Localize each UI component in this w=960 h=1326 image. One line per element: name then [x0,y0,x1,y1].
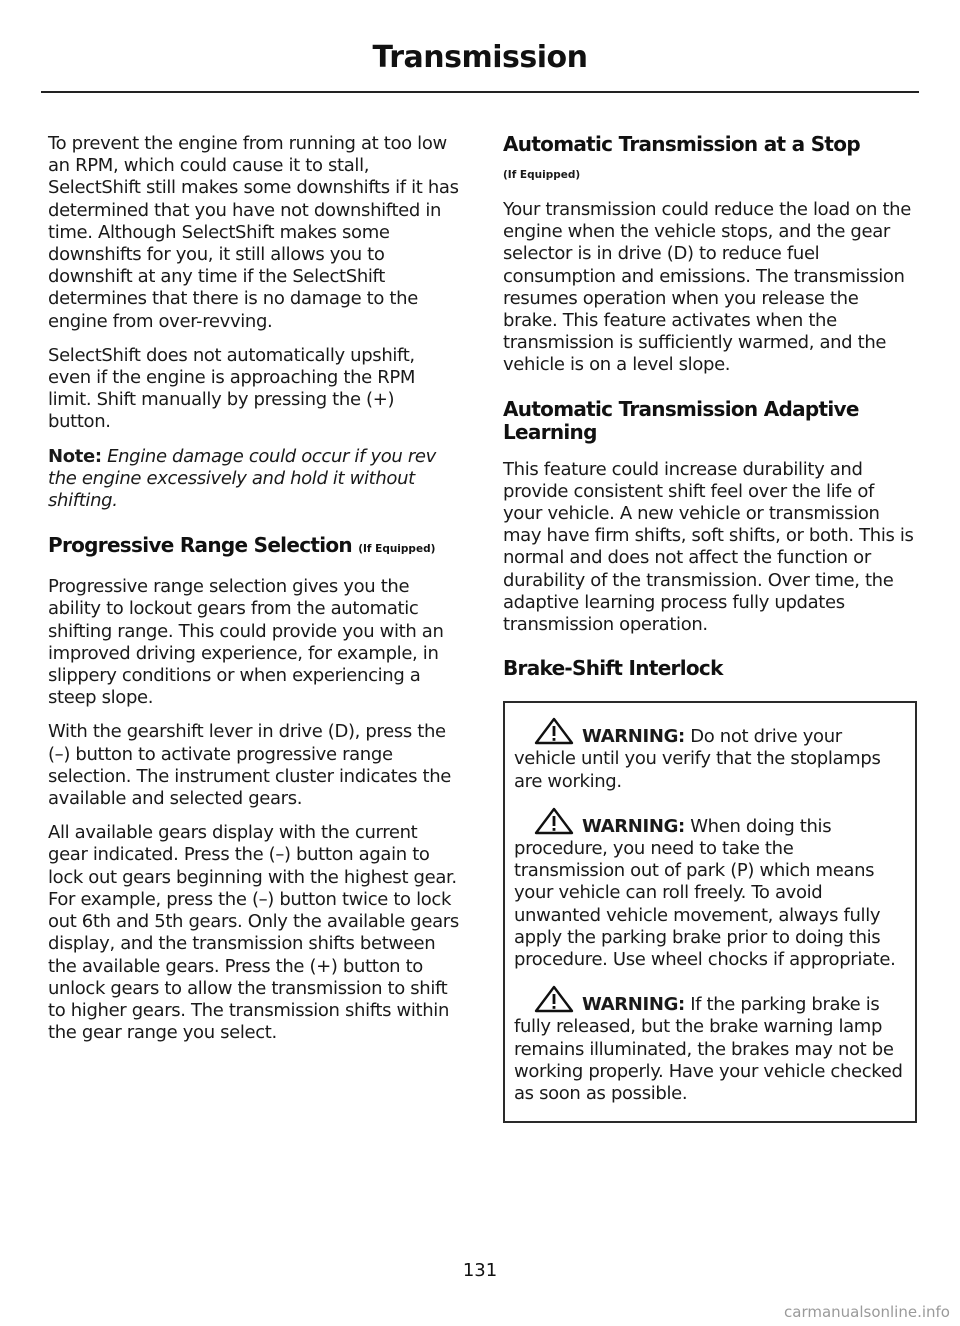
warning-text: Do not drive your vehicle until you verify that the stoplamps are working. [514,726,881,792]
warning-triangle-icon [534,985,574,1013]
page-number: 131 [462,1260,498,1281]
paragraph-adaptive-learning: This feature could increase durability and provide consistent shift feel over the life of your vehicle. A new vehicle or transmission may have firm shifts, soft shifts, or both. This is normal and does not affect the function or durability of the transmission. Over time, the adaptive learning process fully updates transmission operation. [503,458,914,636]
left-column [48,133,462,1056]
warning-stoplamps [514,717,907,793]
note [48,446,462,513]
note-label: Note: [48,445,102,467]
warning-label: WARNING: [582,815,685,837]
warning-text: When doing this procedure, you need to take the transmission out of park (P) which means your vehicle can roll freely. To avoid unwanted vehicle movement, always fully apply the parking brake prior to doing this procedure. Use wheel chocks if appropriate. [514,815,896,971]
warning-park-roll [514,807,907,971]
warning-label: WARNING: [582,726,685,748]
warning-text: If the parking brake is fully released, but the brake warning lamp remains illuminated, the brakes may not be working properly. Have your vehicle checked as soon as possible. [514,994,903,1105]
watermark: carmanualsonline.info [784,1303,950,1321]
page-title: Transmission [372,40,588,75]
heading-adaptive-learning: Automatic Transmission Adaptive Learning [503,396,859,444]
note-text: Engine damage could occur if you rev the engine excessively and hold it without shifting. [48,445,436,512]
header-divider [41,91,919,93]
warning-box [503,701,917,1123]
if-equipped-tag: (If Equipped) [358,543,436,556]
heading-transmission-at-stop: Automatic Transmission at a Stop [503,132,860,156]
paragraph-downshift: To prevent the engine from running at too low an RPM, which could cause it to stall, SelectShift still makes some downshifts if it has determined that you have not downshifted in time. Although SelectShift makes some downshifts for you, it still allows you to downshift at any time if the SelectShift determines that there is no damage to the engine from over-revving. [48,133,459,332]
paragraph-progressive-gears: All available gears display with the current gear indicated. Press the (–) button again to lock out gears beginning with the highest gear. For example, press the (–) button twice to lock out 6th and 5th gears. Only the available gears display, and the transmission shifts between the available gears. Press the (+) button to unlock gears to allow the transmission to shift to higher gears. The transmission shifts within the gear range you select. [48,822,459,1044]
paragraph-progressive-intro: Progressive range selection gives you the ability to lockout gears from the automatic shifting range. This could provide you with an improved driving experience, for example, in slippery conditions or when experiencing a steep slope. [48,576,444,709]
if-equipped-tag: (If Equipped) [503,169,581,181]
heading-progressive-range [48,534,462,561]
paragraph-upshift: SelectShift does not automatically upshift, even if the engine is approaching the RPM limit. Shift manually by pressing the (+) button. [48,344,416,433]
paragraph-progressive-activate: With the gearshift lever in drive (D), press the (–) button to activate progressive range selection. The instrument cluster indicates the available and selected gears. [48,721,452,810]
warning-triangle-icon [534,717,574,745]
heading-progressive-text: Progressive Range Selection [48,533,352,558]
warning-label: WARNING: [582,994,685,1016]
warning-parking-brake [514,985,907,1105]
right-column [503,133,917,1123]
warning-triangle-icon [534,807,574,835]
heading-brake-shift-interlock: Brake-Shift Interlock [503,656,723,681]
paragraph-at-stop: Your transmission could reduce the load on the engine when the vehicle stops, and the gear selector is in drive (D) to reduce fuel consumption and emissions. The transmission resumes operation when you release the brake. This feature activates when the transmission is sufficiently warmed, and the vehicle is on a level slope. [503,199,911,376]
